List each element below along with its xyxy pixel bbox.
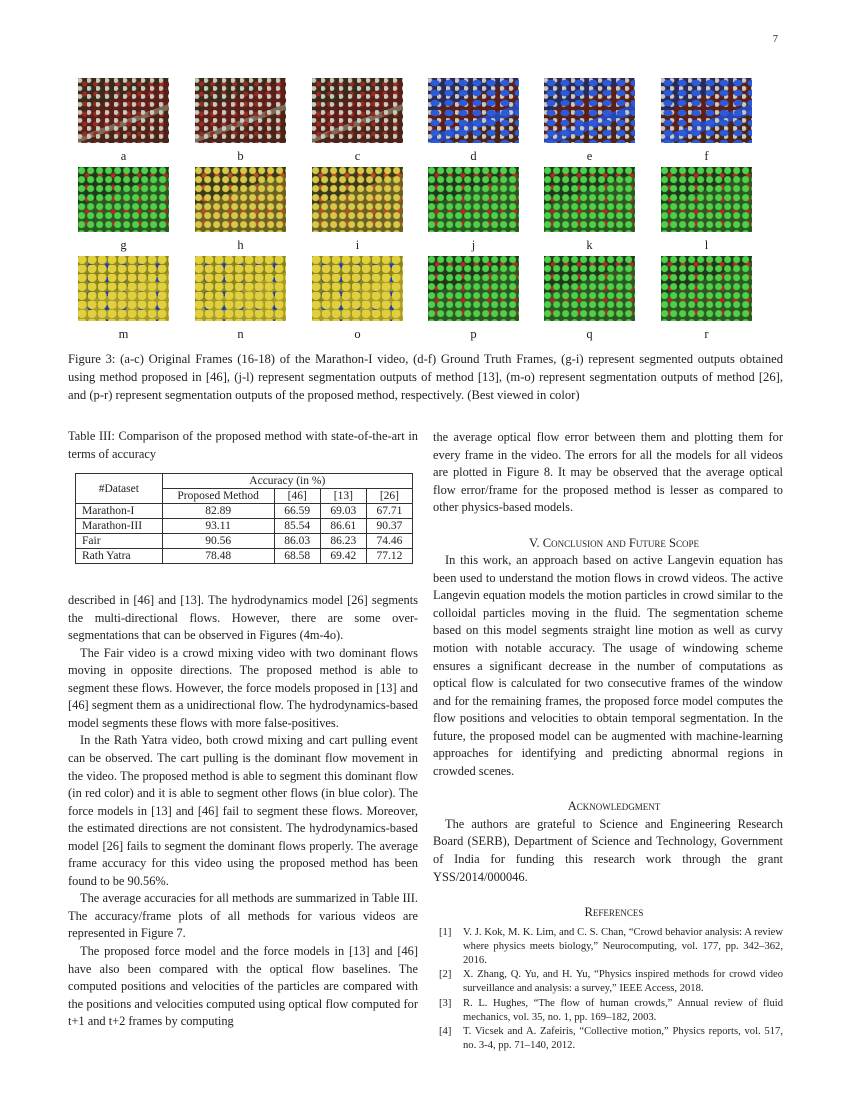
header-accuracy: Accuracy (in %) xyxy=(162,474,412,489)
figure-tile-p xyxy=(428,256,519,321)
paragraph: The proposed force model and the force models in [13] and [46] have also been compared with the optical flow baselines. The computed positions and velocities of the particles are compared with the positions and velocities computed using optical flow computed for t+1 and t+2 frames by computing xyxy=(68,944,418,1029)
dataset-name: Marathon-I xyxy=(76,504,163,519)
paragraph: described in [46] and [13]. The hydrodynamics model [26] segments the multi-directional flows. However, there are some over-segmentations that can be observed in Figures (4m-4o). xyxy=(68,593,418,643)
col-header: [46] xyxy=(274,489,320,504)
reference-text: X. Zhang, Q. Yu, and H. Yu, “Physics inspired methods for crowd video surveillance and analysis: a survey,” IEEE Access, 2018. xyxy=(463,969,783,995)
figure-tile-d xyxy=(428,78,519,143)
accuracy-value: 69.42 xyxy=(320,549,366,564)
accuracy-table xyxy=(75,473,413,564)
figure-tile-label: o xyxy=(354,327,361,341)
section-heading-acknowledgment: Acknowledgment xyxy=(567,799,661,814)
figure-tile-q xyxy=(544,256,635,321)
reference-number: [3] xyxy=(439,997,452,1009)
accuracy-value: 74.46 xyxy=(366,534,412,549)
figure-tile-h xyxy=(195,167,286,232)
paragraph: In the Rath Yatra video, both crowd mixing and cart pulling event can be observed. The cart pulling is the dominant flow movement in the video. The proposed method is able to segment this dominant flow (in red color) and it is able to segment other flows (in blue color). The force models in [13] and [46] fail to segment these flows. Moreover, the estimated directions are not consistent. The hydrodynamics-based model [26] fails to segment the dominant flows properly. The average frame accuracy for this video using the proposed method has been found to be 90.56%. xyxy=(68,733,418,888)
figure-tile-k xyxy=(544,167,635,232)
reference-number: [2] xyxy=(439,969,452,981)
figure-tile-label: j xyxy=(471,238,476,252)
figure-tile-f xyxy=(661,78,752,143)
section-heading-references: References xyxy=(584,905,644,920)
figure-tile-label: m xyxy=(118,327,129,341)
table-row xyxy=(76,549,413,564)
reference-item xyxy=(439,997,783,1025)
reference-list xyxy=(433,926,783,1054)
dataset-name: Fair xyxy=(76,534,163,549)
figure-tile-label: e xyxy=(586,149,593,163)
reference-text: T. Vicsek and A. Zafeiris, “Collective motion,” Physics reports, vol. 517, no. 3-4, pp. 71–140, 2012. xyxy=(463,1026,783,1052)
accuracy-value: 85.54 xyxy=(274,519,320,534)
reference-item xyxy=(439,1025,783,1053)
figure-tile-label: d xyxy=(470,149,477,163)
accuracy-value: 66.59 xyxy=(274,504,320,519)
figure-tile-label: c xyxy=(354,149,361,163)
reference-item xyxy=(439,926,783,969)
reference-item xyxy=(439,968,783,996)
page-number: 7 xyxy=(772,34,778,45)
figure-tile-label: a xyxy=(120,149,127,163)
reference-text: R. L. Hughes, “The flow of human crowds,” Annual review of fluid mechanics, vol. 35, no. 1, pp. 169–182, 2003. xyxy=(463,997,783,1023)
figure-tile-l xyxy=(661,167,752,232)
right-column xyxy=(433,429,783,1054)
figure-tile-label: h xyxy=(237,238,244,252)
figure-tile-label: p xyxy=(470,327,477,341)
accuracy-value: 82.89 xyxy=(162,504,274,519)
header-dataset: #Dataset xyxy=(76,474,163,504)
accuracy-value: 69.03 xyxy=(320,504,366,519)
figure-tile-m xyxy=(78,256,169,321)
figure-caption: Figure 3: (a-c) Original Frames (16-18) of the Marathon-I video, (d-f) Ground Truth Frames, (g-i) represent segmented outputs obtained using method proposed in [46], (j-l) represent segmentation outputs of method [13], (m-o) represent segmentation outputs of method [26], and (p-r) represent segmentation outputs of the proposed method, respectively. (Best viewed in color) xyxy=(68,352,783,402)
paragraph: The Fair video is a crowd mixing video with two dominant flows moving in opposite directions. The proposed method is able to segment these flows. However, the force models proposed in [13] and [46] segment them as a unidirectional flow. The hydrodynamics-based model segments these flows with more false-positives. xyxy=(68,645,418,730)
reference-number: [1] xyxy=(439,926,452,938)
reference-number: [4] xyxy=(439,1026,452,1038)
table-row xyxy=(76,504,413,519)
figure-tile-j xyxy=(428,167,519,232)
paragraph: The authors are grateful to Science and Engineering Research Board (SERB), Department of Science and Technology, Government of India for funding this research work through the grant YSS/2014/000046. xyxy=(433,816,783,884)
table-caption: Table III: Comparison of the proposed method with state-of-the-art in terms of accuracy xyxy=(68,429,418,461)
accuracy-value: 93.11 xyxy=(162,519,274,534)
accuracy-value: 86.61 xyxy=(320,519,366,534)
paragraph: The average accuracies for all methods are summarized in Table III. The accuracy/frame plots of all methods for various videos are represented in Figure 7. xyxy=(68,891,418,941)
figure-tile-label: l xyxy=(704,238,709,252)
paragraph: In this work, an approach based on active Langevin equation has been used to understand the motion flows in crowd videos. The active Langevin equation models the motion particles in crowd similar to the colloidal particles moving in the fluid. The segmentation scheme based on this model segments straight line motion as well as curvy motion with notable accuracy. The usage of windowing scheme ensures a significant decrease in the number of computations as optical flow is calculated for two consecutive frames of the window and for the remaining frames, the proposed force model computes the flow positions and velocities to obtain temporal segmentation. In the future, the proposed model can be augmented with machine-learning approaches for identifying and predicting abnormal regions in crowded scenes. xyxy=(433,553,783,778)
figure-tile-label: b xyxy=(237,149,244,163)
figure-tile-n xyxy=(195,256,286,321)
reference-text: V. J. Kok, M. K. Lim, and C. S. Chan, “Crowd behavior analysis: A review where physics meets biology,” Neurocomputing, vol. 177, pp. 342–362, 2016. xyxy=(463,926,783,967)
paragraph: the average optical flow error between them and plotting them for every frame in the video. The errors for all the models for all videos are plotted in Figure 8. It may be observed that the average optical flow error/frame for the proposed method is lesser as compared to other physics-based models. xyxy=(433,430,783,515)
figure-tile-e xyxy=(544,78,635,143)
figure-tile-label: k xyxy=(586,238,593,252)
accuracy-value: 68.58 xyxy=(274,549,320,564)
col-header: [13] xyxy=(320,489,366,504)
figure-tile-label: q xyxy=(586,327,593,341)
figure-tile-label: f xyxy=(704,149,709,163)
accuracy-value: 86.23 xyxy=(320,534,366,549)
figure-tile-label: g xyxy=(120,238,127,252)
left-body-text xyxy=(68,592,418,1031)
figure-tile-r xyxy=(661,256,752,321)
figure-tile-a xyxy=(78,78,169,143)
figure-tile-label: r xyxy=(704,327,709,341)
col-header: Proposed Method xyxy=(162,489,274,504)
figure-tile-o xyxy=(312,256,403,321)
section-heading-conclusion: V. Conclusion and Future Scope xyxy=(528,535,700,550)
figure-tile-b xyxy=(195,78,286,143)
figure-tile-label: i xyxy=(355,238,360,252)
table-row xyxy=(76,519,413,534)
col-header: [26] xyxy=(366,489,412,504)
accuracy-value: 78.48 xyxy=(162,549,274,564)
accuracy-value: 67.71 xyxy=(366,504,412,519)
figure-tile-label: n xyxy=(237,327,244,341)
left-column xyxy=(68,428,418,1031)
table-row xyxy=(76,534,413,549)
figure-tile-c xyxy=(312,78,403,143)
accuracy-value: 90.56 xyxy=(162,534,274,549)
figure-tile-i xyxy=(312,167,403,232)
accuracy-value: 77.12 xyxy=(366,549,412,564)
accuracy-value: 86.03 xyxy=(274,534,320,549)
dataset-name: Marathon-III xyxy=(76,519,163,534)
accuracy-value: 90.37 xyxy=(366,519,412,534)
figure-tile-g xyxy=(78,167,169,232)
dataset-name: Rath Yatra xyxy=(76,549,163,564)
